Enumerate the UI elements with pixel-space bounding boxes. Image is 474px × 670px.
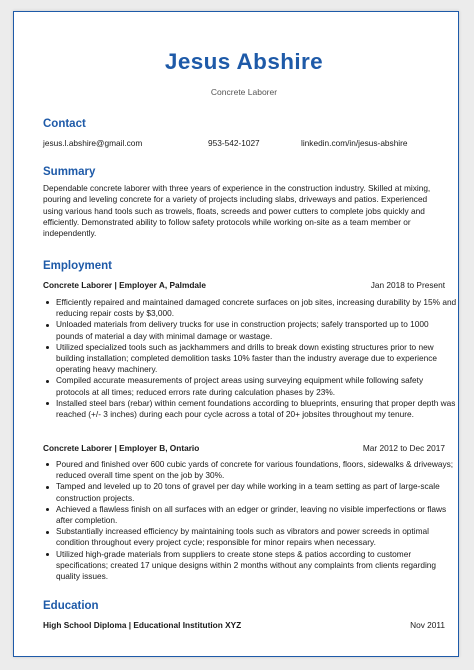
bullet-item: Poured and finished over 600 cubic yards of concrete for various foundations, floors, sidewalks & driveways; reduced overall time spent on the job by 30%. xyxy=(56,459,458,481)
candidate-name: Jesus Abshire xyxy=(164,49,324,74)
education-date: Nov 2011 xyxy=(410,620,445,630)
contact-phone[interactable]: 953-542-1027 xyxy=(208,138,260,148)
bullet-item: Utilized specialized tools such as jackhammers and drills to break down existing structures prior to new building installation; completed demolition tasks 10% faster than the industry average due to experience operating heavy machinery. xyxy=(56,342,458,376)
job-date: Mar 2012 to Dec 2017 xyxy=(362,443,445,453)
summary-text: Dependable concrete laborer with three years of experience in the construction industry. Skilled at mixing, pouring and leveling concrete for a variety of projects including slabs, driveways and patios. Experienced using various hand tools such as trowels, floats, screeds and power cutters to complete jobs quickly and efficiently. Demonstrated ability to follow safety protocols while working on-site as a team member or independently. xyxy=(43,183,431,239)
bullet-item: Installed steel bars (rebar) within cement foundations according to blueprints, ensuring that proper depth was reached (+/- 3 inches) during each pour cycle across a total of 20+ jobsites throughout my tenure. xyxy=(56,398,458,420)
bullet-item: Efficiently repaired and maintained damaged concrete surfaces on job sites, increasing durability by 15% and reducing repair costs by $3,000. xyxy=(56,297,457,319)
employment-heading: Employment xyxy=(43,260,113,272)
job-date: Jan 2018 to Present xyxy=(370,280,445,290)
bullet-item: Substantially increased efficiency by maintaining tools such as vibrators and power screeds in optimal condition throughout every project cycle; responsible for minor repairs when necessary. xyxy=(56,526,458,548)
job-bullets xyxy=(43,297,458,420)
bullet-item: Tamped and leveled up to 20 tons of gravel per day while working in a team setting as part of large-scale construction projects. xyxy=(56,481,458,503)
education-heading: Education xyxy=(43,600,99,612)
bullet-item: Utilized high-grade materials from suppliers to create stone steps & patios according to customer specifications; created 17 unique designs within 2 months without any complaints from clients regarding quality issues. xyxy=(56,549,458,583)
job-bullets xyxy=(43,459,458,582)
candidate-role: Concrete Laborer xyxy=(210,87,278,97)
resume-page xyxy=(13,11,459,657)
contact-email[interactable]: jesus.l.abshire@gmail.com xyxy=(43,138,143,148)
education-title: High School Diploma | Educational Institution XYZ xyxy=(43,620,242,630)
contact-heading: Contact xyxy=(43,118,86,130)
contact-linkedin[interactable]: linkedin.com/in/jesus-abshire xyxy=(301,138,408,148)
bullet-item: Unloaded materials from delivery trucks for use in construction projects; safely transported up to 1000 pounds of material a day with minimal damage or wastage. xyxy=(56,319,458,341)
bullet-item: Achieved a flawless finish on all surfaces with an edger or grinder, leaving no visible imperfections or flaws after completion. xyxy=(56,504,458,526)
bullet-item: Compiled accurate measurements of project areas using surveying equipment while following safety protocols at all times; reduced errors rate during calculation phases by 23%. xyxy=(56,375,458,397)
summary-heading: Summary xyxy=(43,166,96,178)
job-title: Concrete Laborer | Employer B, Ontario xyxy=(43,443,200,453)
job-title: Concrete Laborer | Employer A, Palmdale xyxy=(43,280,206,290)
